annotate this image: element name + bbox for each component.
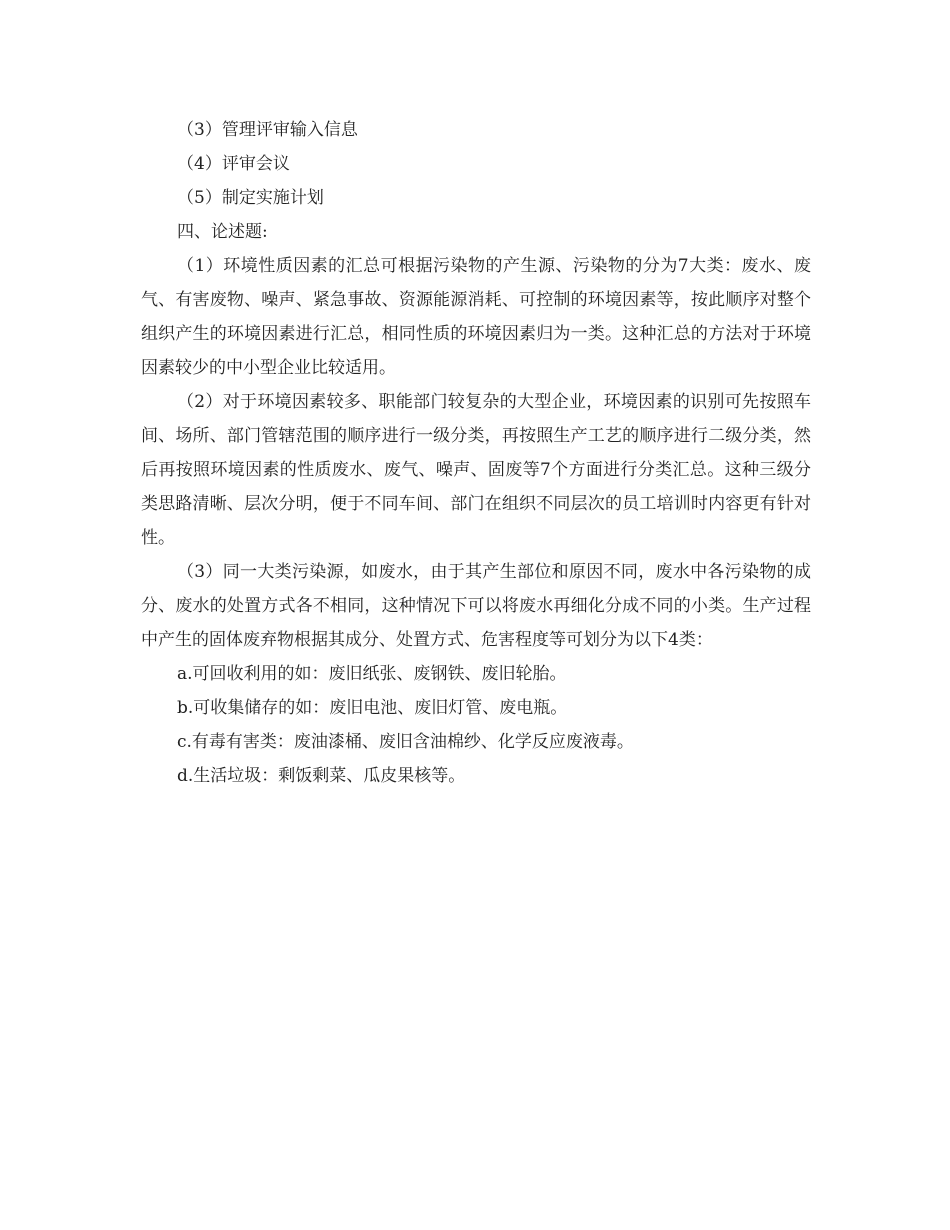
sub-item-a: a.可回收利用的如：废旧纸张、废钢铁、废旧轮胎。 bbox=[177, 664, 567, 684]
document-body bbox=[141, 113, 811, 793]
list-item-review-meeting: （4）评审会议 bbox=[177, 154, 290, 174]
sub-item-b: b.可收集储存的如：废旧电池、废旧灯管、废电瓶。 bbox=[177, 698, 568, 718]
sub-item-d: d.生活垃圾：剩饭剩菜、瓜皮果核等。 bbox=[177, 766, 466, 786]
paragraph-3: （3）同一大类污染源，如废水，由于其产生部位和原因不同，废水中各污染物的成分、废水的处置方式各不相同，这种情况下可以将废水再细化分成不同的小类。生产过程中产生的固体废弃物根据其成分、处置方式、危害程度等可划分为以下4类： bbox=[141, 562, 811, 650]
section-heading-essay-questions: 四、论述题: bbox=[177, 222, 268, 242]
sub-item-c: c.有毒有害类：废油漆桶、废旧含油棉纱、化学反应废液毒。 bbox=[177, 732, 634, 752]
list-item-management-review-input: （3）管理评审输入信息 bbox=[177, 120, 358, 140]
paragraph-1: （1）环境性质因素的汇总可根据污染物的产生源、污染物的分为7大类：废水、废气、有害废物、噪声、紧急事故、资源能源消耗、可控制的环境因素等，按此顺序对整个组织产生的环境因素进行汇总，相同性质的环境因素归为一类。这种汇总的方法对于环境因素较少的中小型企业比较适用。 bbox=[141, 256, 811, 378]
list-item-implementation-plan: （5）制定实施计划 bbox=[177, 188, 324, 208]
paragraph-2: （2）对于环境因素较多、职能部门较复杂的大型企业，环境因素的识别可先按照车间、场所、部门管辖范围的顺序进行一级分类，再按照生产工艺的顺序进行二级分类，然后再按照环境因素的性质废水、废气、噪声、固废等7个方面进行分类汇总。这种三级分类思路清晰、层次分明，便于不同车间、部门在组织不同层次的员工培训时内容更有针对性。 bbox=[141, 392, 811, 548]
